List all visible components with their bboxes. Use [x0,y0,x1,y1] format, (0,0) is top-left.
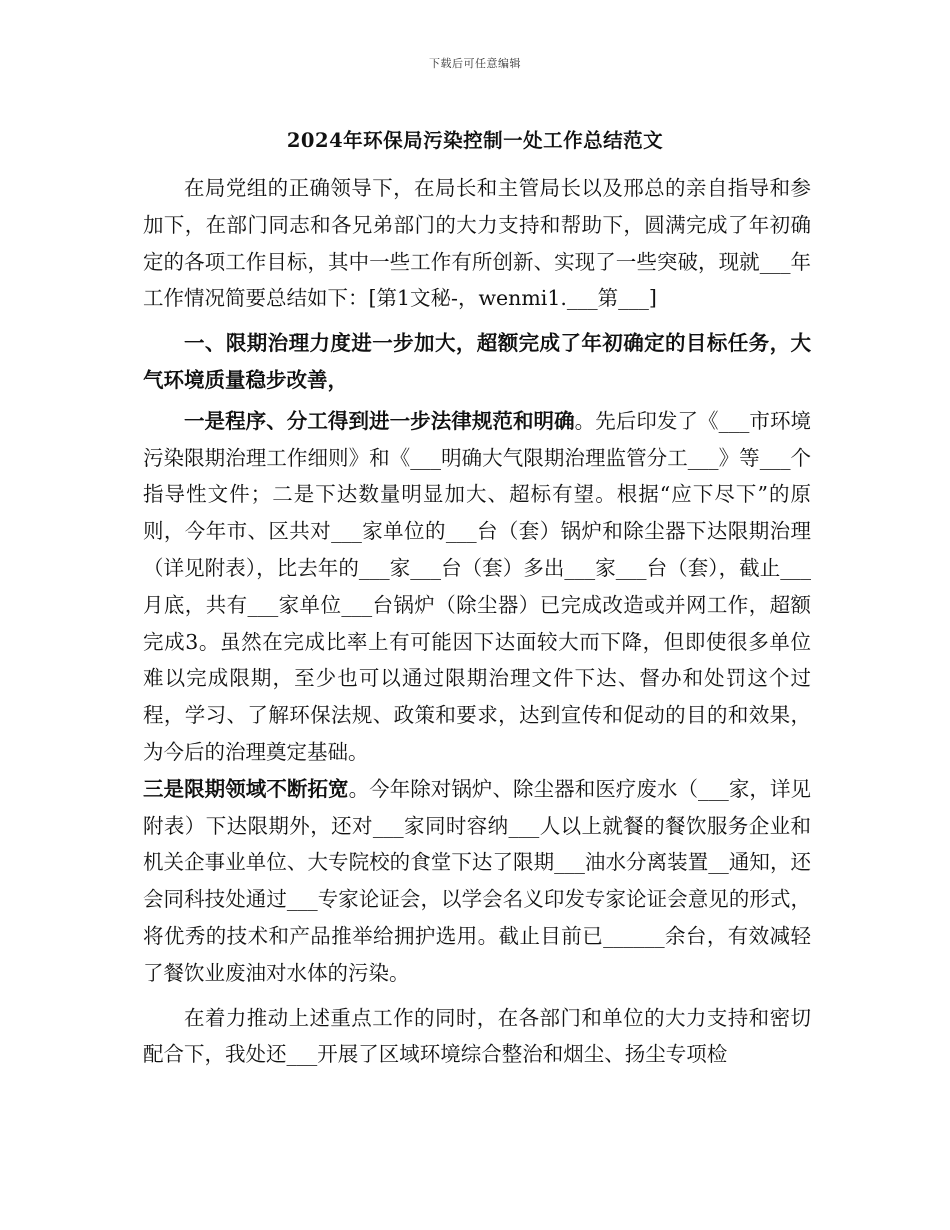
page-header-note: 下载后可任意编辑 [429,57,521,70]
paragraph-scope-lead: 三是限期领域不断拓宽 [143,776,349,801]
document-title: 2024年环保局污染控制一处工作总结范文 [286,129,664,152]
section-heading-1: 一、限期治理力度进一步加大，超额完成了年初确定的目标任务，大气环境质量稳步改善， [143,331,811,392]
paragraph-procedure-lead: 一是程序、分工得到进一步法律规范和明确 [184,408,575,433]
intro-paragraph: 在局党组的正确领导下，在局长和主管局长以及邢总的亲自指导和参加下，在部门同志和各兄弟部门的大力支持和帮助下，圆满完成了年初确定的各项工作目标，其中一些工作有所创新、实现了一些突破，现就___年工作情况简要总结如下：[第1文秘-，wenmi1.___第___] [143,176,811,311]
paragraph-procedure [143,403,811,771]
paragraph-procedure-text: 。先后印发了《___市环境污染限期治理工作细则》和《___明确大气限期治理监管分工___》等___个指导性文件；二是下达数量明显加大、超标有望。根据“应下尽下”的原则，今年市、区共对___家单位的___台（套）锅炉和除尘器下达限期治理（详见附表），比去年的___家___台（套）多出___家___台（套），截止___月底，共有___家单位___台锅炉（除尘器）已完成改造或并网工作，超额完成3。虽然在完成比率上有可能因下达面较大而下降，但即使很多单位难以完成限期，至少也可以通过限期治理文件下达、督办和处罚这个过程，学习、了解环保法规、政策和要求，达到宣传和促动的目的和效果，为今后的治理奠定基础。 [143,408,812,764]
document-body [143,170,811,1073]
paragraph-scope-text: 。今年除对锅炉、除尘器和医疗废水（___家，详见附表）下达限期外，还对___家同时容纳___人以上就餐的餐饮服务企业和机关企事业单位、大专院校的食堂下达了限期___油水分离装置__通知，还会同科技处通过___专家论证会，以学会名义印发专家论证会意见的形式，将优秀的技术和产品推举给拥护选用。截止目前已______余台，有效减轻了餐饮业废油对水体的污染。 [143,776,812,985]
paragraph-scope [143,771,811,992]
paragraph-other-work: 在着力推动上述重点工作的同时，在各部门和单位的大力支持和密切配合下，我处还___开展了区域环境综合整治和烟尘、扬尘专项检 [143,1005,811,1067]
